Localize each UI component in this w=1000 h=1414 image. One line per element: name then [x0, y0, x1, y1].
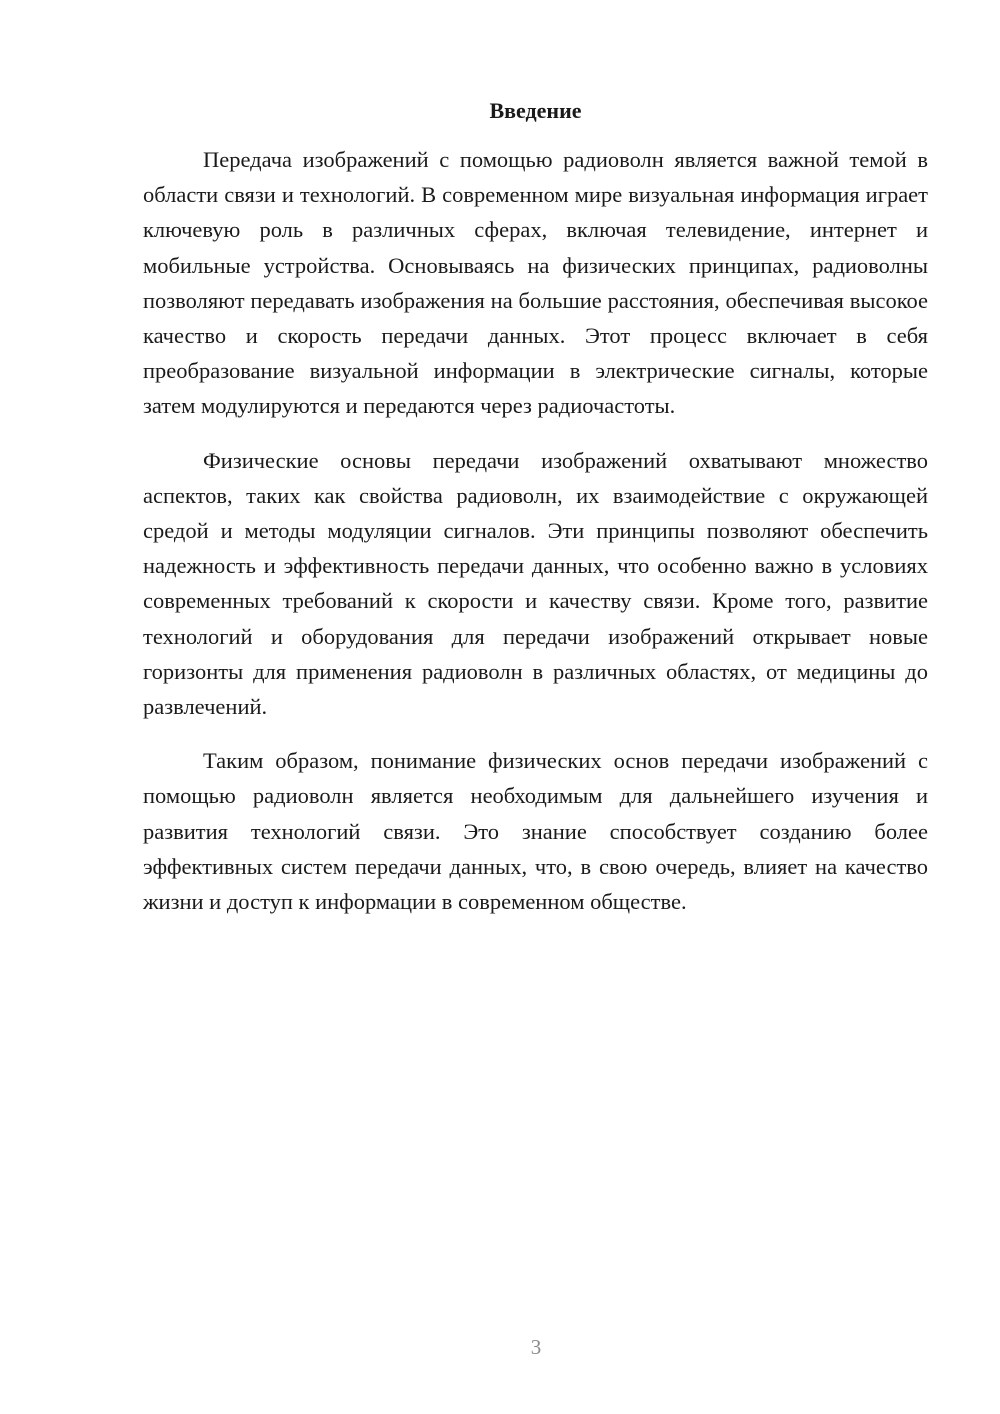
- section-title: Введение: [489, 98, 582, 123]
- paragraph-1: Передача изображений с помощью радиоволн является важной темой в области связи и технологий. В современном мире визуальная информация играет ключевую роль в различных сферах, включая телевидение, интернет и мобильные устройства. Основываясь на физических принципах, радиоволны позволяют передавать изображения на большие расстояния, обеспечивая высокое качество и скорость передачи данных. Этот процесс включает в себя преобразование визуальной информации в электрические сигналы, которые затем модулируются и передаются через радиочастоты.: [143, 147, 928, 419]
- paragraph-3: Таким образом, понимание физических основ передачи изображений с помощью радиоволн является необходимым для дальнейшего изучения и развития технологий связи. Это знание способствует созданию более эффективных систем передачи данных, что, в свою очередь, влияет на качество жизни и доступ к информации в современном обществе.: [143, 748, 928, 915]
- page-number: 3: [530, 1335, 542, 1359]
- body-text: [143, 142, 928, 938]
- paragraph-2: Физические основы передачи изображений охватывают множество аспектов, таких как свойства радиоволн, их взаимодействие с окружающей средой и методы модуляции сигналов. Эти принципы позволяют обеспечить надежность и эффективность передачи данных, что особенно важно в условиях современных требований к скорости и качеству связи. Кроме того, развитие технологий и оборудования для передачи изображений открывает новые горизонты для применения радиоволн в различных областях, от медицины до развлечений.: [143, 447, 928, 720]
